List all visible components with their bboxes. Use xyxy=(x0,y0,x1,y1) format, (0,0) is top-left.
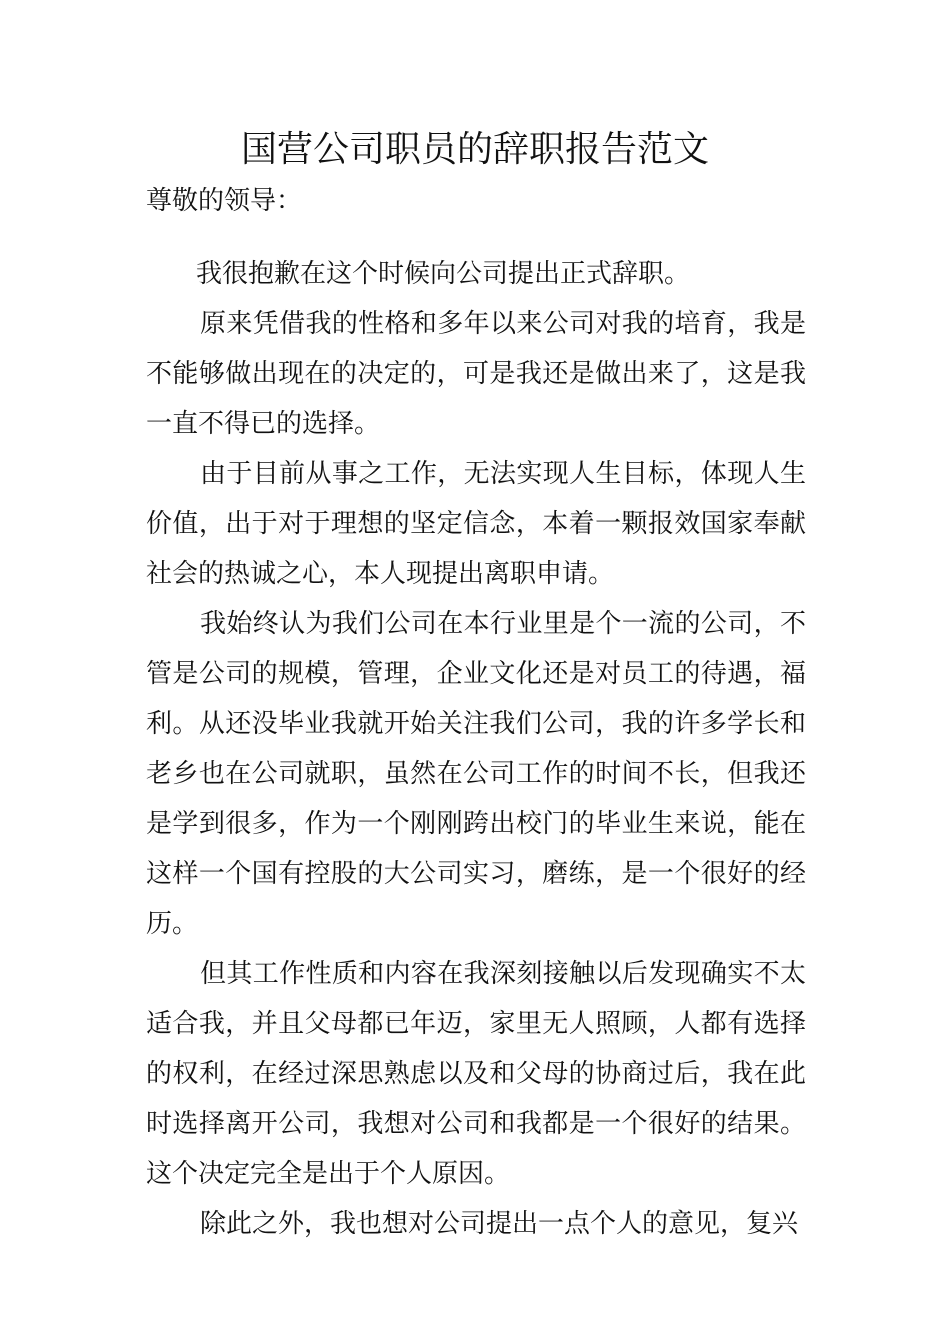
paragraph: 由于目前从事之工作，无法实现人生目标，体现人生价值，出于对于理想的坚定信念，本着一颗报效国家奉献社会的热诚之心，本人现提出离职申请。 xyxy=(146,459,806,589)
paragraph: 原来凭借我的性格和多年以来公司对我的培育，我是不能够做出现在的决定的，可是我还是做出来了，这是我一直不得已的选择。 xyxy=(146,309,806,439)
paragraph: 除此之外，我也想对公司提出一点个人的意见，复兴 xyxy=(200,1209,799,1239)
paragraph: 但其工作性质和内容在我深刻接触以后发现确实不太适合我，并且父母都已年迈，家里无人照顾，人都有选择的权利，在经过深思熟虑以及和父母的协商过后，我在此时选择离开公司，我想对公司和我都是一个很好的结果。这个决定完全是出于个人原因。 xyxy=(146,959,806,1189)
paragraph: 我始终认为我们公司在本行业里是个一流的公司，不管是公司的规模，管理，企业文化还是对员工的待遇，福利。从还没毕业我就开始关注我们公司，我的许多学长和老乡也在公司就职，虽然在公司工作的时间不长，但我还是学到很多，作为一个刚刚跨出校门的毕业生来说，能在这样一个国有控股的大公司实习，磨练，是一个很好的经历。 xyxy=(146,609,806,939)
salutation: 尊敬的领导： xyxy=(146,186,303,216)
document-title: 国营公司职员的辞职报告范文 xyxy=(240,129,709,170)
paragraph: 我很抱歉在这个时候向公司提出正式辞职。 xyxy=(196,259,691,289)
document-body xyxy=(146,176,806,1249)
